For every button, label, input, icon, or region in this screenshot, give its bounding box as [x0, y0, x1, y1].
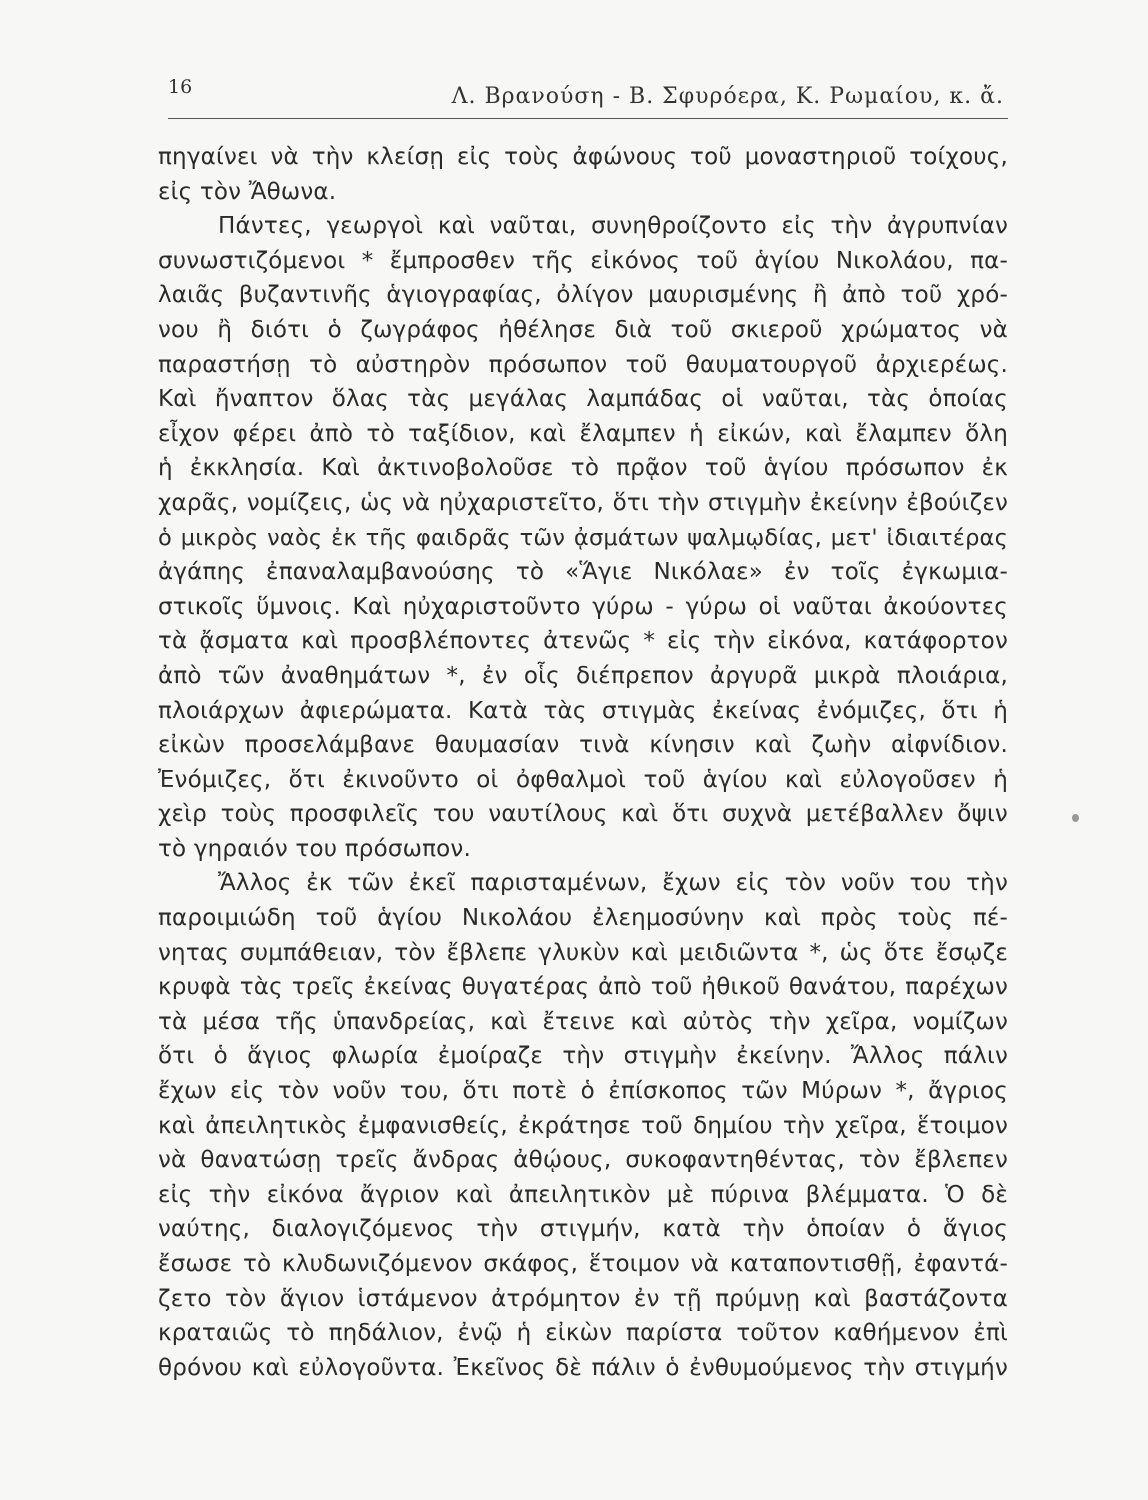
text-line: παροιμιώδη τοῦ ἁγίου Νικολάου ἐλεημοσύνην καὶ πρὸς τοὺς πέ- [158, 905, 1008, 932]
text-line: πλοιάρχων ἀφιερώματα. Κατὰ τὰς στιγμὰς ἐκείνας ἐνόμιζες, ὅτι ἡ [158, 697, 1008, 724]
text-line: νὰ θανατώσῃ τρεῖς ἄνδρας ἀθῴους, συκοφαντηθέντας, τὸν ἔβλεπεν [158, 1147, 1008, 1174]
header-rule [168, 118, 1008, 119]
text-line: εἰς τὸν Ἄθωνα. [158, 178, 337, 205]
text-line: εἰς τὴν εἰκόνα ἄγριον καὶ ἀπειλητικὸν μὲ πύρινα βλέμματα. Ὁ δὲ [158, 1181, 1008, 1208]
text-line: ναύτης, διαλογιζόμενος τὴν στιγμήν, κατὰ τὴν ὁποίαν ὁ ἅγιος [158, 1216, 1008, 1243]
text-line: ὅτι ὁ ἅγιος φλωρία ἐμοίραζε τὴν στιγμὴν ἐκείνην. Ἄλλος πάλιν [158, 1043, 1008, 1070]
text-line: ἀγάπης ἐπαναλαμβανούσης τὸ «Ἅγιε Νικόλαε» ἐν τοῖς ἐγκωμια- [158, 559, 1008, 586]
text-line: παραστήσῃ τὸ αὐστηρὸν πρόσωπον τοῦ θαυματουργοῦ ἀρχιερέως. [158, 351, 1008, 378]
text-line: εἶχον φέρει ἀπὸ τὸ ταξίδιον, καὶ ἔλαμπεν ἡ εἰκών, καὶ ἔλαμπεν ὅλη [158, 420, 1008, 447]
body-text [158, 140, 1008, 1385]
text-line: λαιᾶς βυζαντινῆς ἁγιογραφίας, ὀλίγον μαυρισμένης ἢ ἀπὸ τοῦ χρό- [158, 282, 1008, 309]
page-header [168, 70, 1008, 122]
text-line: Πάντες, γεωργοὶ καὶ ναῦται, συνηθροίζοντο εἰς τὴν ἀγρυπνίαν [218, 213, 1008, 240]
text-line: κραταιῶς τὸ πηδάλιον, ἐνῷ ἡ εἰκὼν παρίστα τοῦτον καθήμενον ἐπὶ [158, 1320, 1008, 1347]
text-line: Ἄλλος ἐκ τῶν ἐκεῖ παρισταμένων, ἔχων εἰς τὸν νοῦν του τὴν [218, 870, 1008, 897]
text-line: Καὶ ἤναπτον ὅλας τὰς μεγάλας λαμπάδας οἱ ναῦται, τὰς ὁποίας [158, 386, 1008, 413]
text-line: καὶ ἀπειλητικὸς ἐμφανισθείς, ἐκράτησε τοῦ δημίου τὴν χεῖρα, ἕτοιμον [158, 1112, 1008, 1139]
text-line: ἔσωσε τὸ κλυδωνιζόμενον σκάφος, ἕτοιμον νὰ καταποντισθῇ, ἐφαντά- [158, 1251, 1008, 1277]
text-line: τὸ γηραιόν του πρόσωπον. [158, 835, 471, 862]
text-line: νου ἢ διότι ὁ ζωγράφος ἠθέλησε διὰ τοῦ σκιεροῦ χρώματος νὰ [158, 316, 1008, 343]
text-line: εἰκὼν προσελάμβανε θαυμασίαν τινὰ κίνησιν καὶ ζωὴν αἰφνίδιον. [158, 732, 1008, 759]
text-line: ἡ ἐκκλησία. Καὶ ἀκτινοβολοῦσε τὸ πρᾷον τοῦ ἁγίου πρόσωπον ἐκ [158, 455, 1008, 482]
text-line: χεὶρ τοὺς προσφιλεῖς του ναυτίλους καὶ ὅτι συχνὰ μετέβαλλεν ὄψιν [158, 801, 1008, 828]
text-line: πηγαίνει νὰ τὴν κλείσῃ εἰς τοὺς ἀφώνους τοῦ μοναστηριοῦ τοίχους, [158, 144, 1008, 170]
text-line: ὁ μικρὸς ναὸς ἐκ τῆς φαιδρᾶς τῶν ᾀσμάτων ψαλμῳδίας, μετ' ἰδιαιτέρας [158, 524, 1008, 551]
text-line: νητας συμπάθειαν, τὸν ἔβλεπε γλυκὺν καὶ μειδιῶντα *, ὡς ὅτε ἔσῳζε [158, 939, 1008, 966]
text-line: στικοῖς ὕμνοις. Καὶ ηὐχαριστοῦντο γύρω - γύρω οἱ ναῦται ἀκούοντες [158, 593, 1008, 620]
running-head: Λ. Βρανούση - Β. Σφυρόερα, Κ. Ρωμαίου, κ. ἄ. [451, 84, 1004, 109]
text-line: χαρᾶς, νομίζεις, ὡς νὰ ηὐχαριστεῖτο, ὅτι τὴν στιγμὴν ἐκείνην ἐβούιζεν [158, 489, 1008, 516]
text-line: Ἐνόμιζες, ὅτι ἐκινοῦντο οἱ ὀφθαλμοὶ τοῦ ἁγίου καὶ εὐλογοῦσεν ἡ [158, 766, 1008, 793]
paper-speck [1072, 814, 1079, 822]
text-line: τὰ μέσα τῆς ὑπανδρείας, καὶ ἔτεινε καὶ αὐτὸς τὴν χεῖρα, νομίζων [158, 1008, 1008, 1035]
text-line: συνωστιζόμενοι * ἔμπροσθεν τῆς εἰκόνος τοῦ ἁγίου Νικολάου, πα- [158, 247, 1008, 274]
text-line: τὰ ᾄσματα καὶ προσβλέποντες ἀτενῶς * εἰς τὴν εἰκόνα, κατάφορτον [158, 628, 1008, 655]
text-line: κρυφὰ τὰς τρεῖς ἐκείνας θυγατέρας ἀπὸ τοῦ ἠθικοῦ θανάτου, παρέχων [158, 974, 1008, 1001]
text-line: θρόνου καὶ εὐλογοῦντα. Ἐκεῖνος δὲ πάλιν ὁ ἐνθυμούμενος τὴν στιγμήν [158, 1354, 1008, 1381]
page-number: 16 [168, 76, 193, 98]
text-line: ζετο τὸν ἅγιον ἱστάμενον ἀτρόμητον ἐν τῇ πρύμνῃ καὶ βαστάζοντα [158, 1285, 1008, 1312]
text-line: ἔχων εἰς τὸν νοῦν του, ὅτι ποτὲ ὁ ἐπίσκοπος τῶν Μύρων *, ἄγριος [158, 1078, 1008, 1105]
text-line: ἀπὸ τῶν ἀναθημάτων *, ἐν οἷς διέπρεπον ἀργυρᾶ μικρὰ πλοιάρια, [158, 662, 1008, 689]
